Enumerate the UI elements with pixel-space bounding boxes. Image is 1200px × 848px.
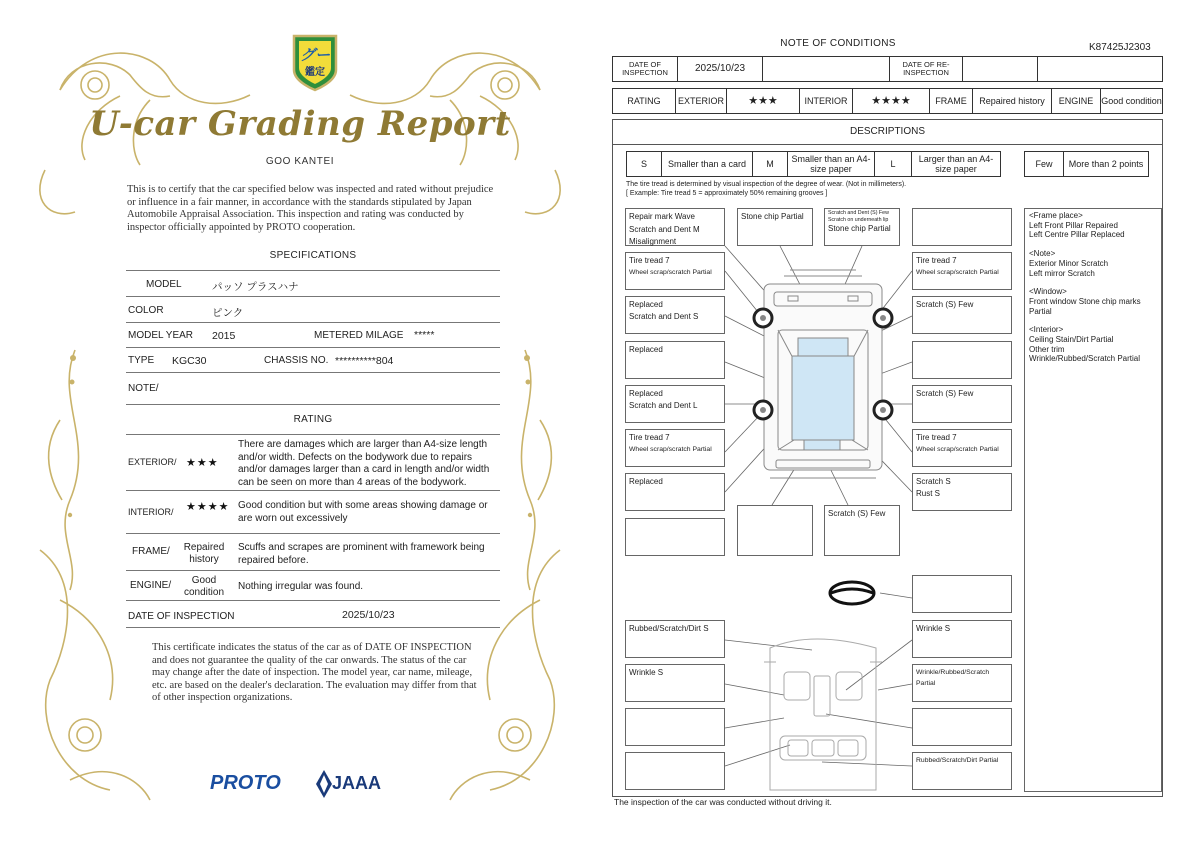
frame-place-note [1029,211,1157,240]
divider [126,434,500,435]
legend-s: S [626,151,662,177]
exterior-label: EXTERIOR/ [128,457,177,467]
damage-box-empty [912,341,1012,379]
wheel-condition: Wheel scrap/scratch Partial [916,446,999,453]
goo-kantei-badge [288,32,342,92]
wheel-condition: Wheel scrap/scratch Partial [629,446,712,453]
damage-box-right-front-tire [912,252,1012,290]
divider [126,600,500,601]
car-interior-view [764,639,882,790]
damage-item: Scratch S [916,477,951,486]
tire-tread-value: Tire tread 7 [916,256,957,265]
note-line: Left Front Pillar Repaired [1029,220,1118,230]
exterior-stars: ★★★ [186,457,219,469]
note-line: Ceiling Stain/Dirt Partial [1029,335,1114,345]
damage-item: Scratch on underneath lip [828,217,889,223]
note-line: Left mirror Scratch [1029,268,1095,278]
damage-box-empty [912,208,1012,246]
additional-notes [1024,208,1162,792]
damage-box-right-rear-tire [912,429,1012,467]
exterior-label: EXTERIOR [675,88,727,114]
damage-item: Scratch and Dent L [629,401,698,410]
damage-box-door-trim [912,664,1012,702]
damage-box-left-rear-door [625,385,725,423]
exterior-stars: ★★★ [726,88,800,114]
damage-item: Wrinkle S [629,668,664,677]
proto-logo: PROTO [210,772,281,794]
metered-milage-value: ***** [414,329,435,341]
engine-value: Good condition [1100,88,1163,114]
divider [126,533,500,534]
metered-milage-label: METERED MILAGE [314,330,404,341]
date-of-inspection-label: DATE OF INSPECTION [128,611,235,622]
model-year-value: 2015 [212,330,236,342]
exterior-description: There are damages which are larger than A4-size length and/or width. Defects on the bodywork due to repairs and/or damages larger than a card in length and/or width can be seen on more than 4 areas of the bodywork. [238,439,490,488]
note-heading: <Window> [1029,287,1067,297]
legend-s-description: Smaller than a card [661,151,753,177]
damage-box-rear [824,505,900,556]
frame-label: FRAME/ [132,546,170,557]
legend-l-description: Larger than an A4-size paper [911,151,1001,177]
type-label: TYPE [128,355,155,366]
damage-item: Rubbed/Scratch/Dirt Partial [916,757,999,764]
date-of-inspection-value: 2025/10/23 [342,609,395,621]
note-heading: <Frame place> [1029,211,1083,220]
engine-label: ENGINE/ [130,580,172,591]
damage-item: Scratch (S) Few [916,300,974,309]
interior-stars: ★★★★ [186,501,230,513]
note-line: Wrinkle/Rubbed/Scratch Partial [1029,354,1141,364]
damage-box-right-rear-quarter [912,473,1012,511]
damage-box-passenger-seat [912,620,1012,658]
color-label: COLOR [128,305,164,316]
wheel-condition: Wheel scrap/scratch Partial [916,269,999,276]
damage-item: Rubbed/Scratch/Dirt S [629,624,709,633]
damage-box-left-rear-tire [625,429,725,467]
damage-box-front-bumper [824,208,900,246]
svg-text:鑑定: 鑑定 [305,67,325,78]
car-top-view [764,270,882,478]
divider [126,296,500,297]
damage-item: Wrinkle/Rubbed/Scratch Partial [916,669,990,687]
note-label: NOTE/ [128,383,159,394]
divider [126,347,500,348]
type-value: KGC30 [172,355,207,367]
damage-box-empty [625,518,725,556]
damage-item: Scratch (S) Few [916,389,974,398]
damage-box-hood [737,208,813,246]
legend-few: Few [1024,151,1064,177]
interior-stars: ★★★★ [852,88,930,114]
damage-item: Wrinkle S [916,624,951,633]
divider [126,322,500,323]
legend-l: L [874,151,912,177]
frame-description: Scuffs and scrapes are prominent with framework being repaired before. [238,542,485,566]
tire-tread-value: Tire tread 7 [916,433,957,442]
interior-note [1029,325,1157,364]
svg-text:グー: グー [299,47,331,64]
jaaa-logo: JAAA [332,773,382,793]
certificate-disclaimer: This certificate indicates the status of the car as of DATE OF INSPECTION and does not guarantee the quality of the car onwards. The status of the car may change after the date of inspection. The model year, car name, mileage, etc. are based on the dealer's declaration. The evaluation may differ from that of other inspection organizations. [152,642,477,703]
note-line: Exterior Minor Scratch [1029,258,1109,268]
model-value: パッソ プラスハナ [212,281,299,293]
interior-label: INTERIOR [799,88,853,114]
rating-label: RATING [612,88,676,114]
divider [126,627,500,628]
divider [126,372,500,373]
damage-box-driver-seat [625,664,725,702]
note-line: Left Centre Pillar Replaced [1029,230,1125,240]
damage-box-left-rear-quarter [625,473,725,511]
damage-box-empty [625,752,725,790]
note-heading: <Interior> [1029,325,1064,335]
damage-item: Stone chip Partial [828,224,891,233]
color-value: ピンク [212,307,244,319]
damage-item: Repair mark Wave [629,212,695,221]
divider [126,404,500,405]
damage-item: Rust S [916,489,941,498]
specifications-heading: SPECIFICATIONS [269,250,357,261]
footer-logos [210,768,400,802]
divider [126,490,500,491]
report-title: U-car Grading Report [89,104,511,144]
chassis-value: **********804 [335,355,394,367]
date-of-inspection-label: DATE OF INSPECTION [612,56,678,82]
divider [126,270,500,271]
damage-box-front-left [625,208,725,246]
damage-item: Scratch and Dent S [629,312,699,321]
model-label: MODEL [146,279,182,290]
tire-tread-value: Tire tread 7 [629,256,670,265]
chassis-label: CHASSIS NO. [264,355,329,366]
steering-wheel-icon [830,582,874,604]
report-subtitle: GOO KANTEI [265,156,335,167]
damage-item: Stone chip Partial [741,212,804,221]
tire-tread-value: Tire tread 7 [629,433,670,442]
window-note [1029,287,1157,316]
frame-label: FRAME [929,88,973,114]
frame-value: Repaired history [183,542,225,565]
note-of-conditions [600,0,1200,848]
interior-description: Good condition but with some areas showing damage or are worn out excessively [238,500,488,524]
note-title: NOTE OF CONDITIONS [780,38,896,49]
legend-few-description: More than 2 points [1063,151,1149,177]
descriptions-heading: DESCRIPTIONS [612,119,1163,145]
damage-box-empty [737,505,813,556]
reference-number: K87425J2303 [1089,42,1151,53]
damage-item: Scratch (S) Few [828,509,886,518]
engine-label: ENGINE [1051,88,1101,114]
note-line: Other trim [1029,344,1065,354]
wheel-condition: Wheel scrap/scratch Partial [629,269,712,276]
damage-box-steering [912,575,1012,613]
engine-description: Nothing irregular was found. [238,581,364,592]
note-heading: <Note> [1029,249,1056,259]
tire-tread-example-line: [ Example: Tire tread 5 = approximately 50% remaining grooves ] [626,190,828,197]
legend-m-description: Smaller than an A4-size paper [787,151,875,177]
damage-item: Replaced [629,300,663,309]
note-line: Front window Stone chip marks Partial [1029,296,1141,316]
damage-box-right-rear-door [912,385,1012,423]
rating-heading: RATING [293,414,333,425]
damage-item: Scratch and Dent (S) Few [828,210,889,216]
frame-value: Repaired history [972,88,1052,114]
general-note [1029,249,1157,278]
damage-box-empty [912,708,1012,746]
divider [126,570,500,571]
damage-item: Replaced [629,477,663,486]
tire-tread-note-line: The tire tread is determined by visual inspection of the degree of wear. (Not in millimeters). [626,181,907,188]
model-year-label: MODEL YEAR [128,330,194,341]
date-of-inspection-value: 2025/10/23 [677,56,763,82]
legend-m: M [752,151,788,177]
damage-item: Misalignment [629,237,677,246]
interior-label: INTERIOR/ [128,507,174,517]
damage-item: Scratch and Dent M [629,224,700,234]
inspection-footnote: The inspection of the car was conducted without driving it. [614,797,832,807]
damage-box-rear-seat [912,752,1012,790]
damage-box-empty [625,708,725,746]
damage-box-left-pillar [625,341,725,379]
damage-box-left-front-door [625,296,725,334]
damage-box-ceiling [625,620,725,658]
jaaa-emblem-icon [316,770,332,798]
engine-value: Good condition [183,575,225,598]
damage-item: Replaced [629,345,663,354]
damage-box-right-front-door [912,296,1012,334]
date-of-reinspection-label: DATE OF RE-INSPECTION [889,56,963,82]
damage-item: Replaced [629,389,663,398]
damage-box-left-front-tire [625,252,725,290]
certification-statement: This is to certify that the car specified below was inspected and rated without prejudice or influence in a fair manner, in accordance with the standards stipulated by Japan Automobile Appraisal Association. This inspection and rating was conducted by inspector officially appointed by PROTO cooperation. [127,184,494,233]
